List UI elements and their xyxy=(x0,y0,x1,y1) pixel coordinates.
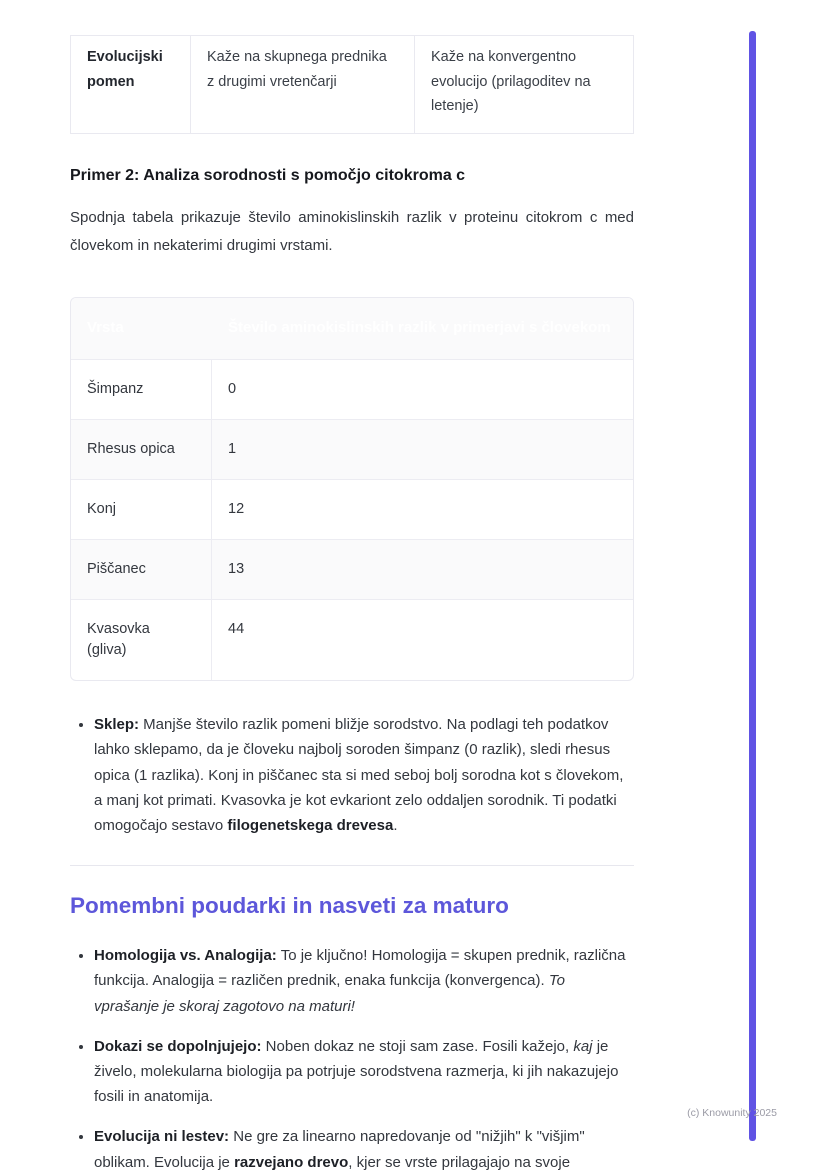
watermark: (c) Knowunity 2025 xyxy=(687,1107,777,1119)
tip-text: Noben dokaz ne stoji sam zase. Fosili kažejo, xyxy=(261,1037,574,1055)
table-cell-analogy: Kaže na konvergentno evolucijo (prilagoditev na letenje) xyxy=(431,49,591,115)
table-header-row xyxy=(71,298,633,359)
column-header-razlike: Število aminokislinskih razlik v primerjavi s človekom xyxy=(228,319,611,337)
conclusion-period: . xyxy=(393,817,398,835)
tip-text: je živelo, molekularna biologija pa potrjuje sorodstvena razmerja, ki jih nakazujejo fosili in anatomija. xyxy=(94,1037,619,1106)
table-cell-species: Šimpanz xyxy=(71,359,212,419)
vertical-accent-bar xyxy=(749,31,756,1141)
conclusion-item xyxy=(94,712,634,838)
table-cell-value: 0 xyxy=(212,359,634,419)
tip-text: , kjer se vrste prilagajajo na svoje xyxy=(348,1153,571,1171)
conclusion-text: Manjše število razlik pomeni bližje sorodstvo. Na podlagi teh podatkov lahko sklepamo, da je človeku najbolj soroden šimpanz (0 razlik), sledi rhesus opica (1 razlika). Konj in piščanec sta si med seboj bolj sorodna kot s človekom, a manj kot primati. Kvasovka je kot evkariont zelo oddaljen sorodnik. Ti podatki omogočajo sestavo xyxy=(94,716,624,835)
conclusion-bold-term: filogenetskega drevesa xyxy=(227,817,394,835)
tip-item-homologija xyxy=(94,943,634,1019)
tip-bold-term: razvejano drevo xyxy=(234,1153,349,1171)
table-cell-homology: Kaže na skupnega prednika z drugimi vretenčarji xyxy=(191,36,415,133)
table-cell-species: Kvasovka (gliva) xyxy=(71,599,212,680)
tip-label: Dokazi se dopolnjujejo: xyxy=(94,1037,262,1055)
tip-item-lestev xyxy=(94,1124,634,1174)
conclusion-label: Sklep: xyxy=(94,716,140,734)
tip-label: Evolucija ni lestev: xyxy=(94,1128,230,1146)
tips-list xyxy=(70,943,634,1175)
table-row xyxy=(71,359,633,419)
table-cell-label: Evolucijski pomen xyxy=(71,36,191,133)
column-header-vrsta: Vrsta xyxy=(87,319,124,337)
cytochrome-table xyxy=(70,297,634,681)
table-row xyxy=(71,599,633,680)
section-heading-example2: Primer 2: Analiza sorodnosti s pomočjo citokroma c xyxy=(70,166,466,184)
tip-italic-note: To vprašanje je skoraj zagotovo na maturi! xyxy=(94,972,565,1015)
table-row xyxy=(71,419,633,479)
tip-label: Homologija vs. Analogija: xyxy=(94,947,277,965)
tips-heading: Pomembni poudarki in nasveti za maturo xyxy=(70,893,509,919)
tip-text: To je ključno! Homologija = skupen prednik, različna funkcija. Analogija = različen prednik, enaka funkcija (konvergenca). xyxy=(94,947,626,990)
tip-item-dokazi xyxy=(94,1034,634,1110)
table-row xyxy=(71,479,633,539)
table-cell-value: 12 xyxy=(212,479,634,539)
table-cell-species: Konj xyxy=(71,479,212,539)
comparison-table-fragment xyxy=(70,35,634,134)
table-cell-value: 44 xyxy=(212,599,634,680)
section-divider xyxy=(70,865,634,866)
table-cell-value: 1 xyxy=(212,419,634,479)
table-cell-species: Piščanec xyxy=(71,539,212,599)
tip-text: Ne gre za linearno napredovanje od "nižjih" k "višjim" oblikam. Evolucija je xyxy=(94,1128,585,1171)
tip-italic-word: kaj xyxy=(573,1037,593,1055)
document-page xyxy=(70,35,634,1175)
table-cell-value: 13 xyxy=(212,539,634,599)
intro-paragraph: Spodnja tabela prikazuje število aminokislinskih razlik v proteinu citokrom c med človekom in nekaterimi drugimi vrstami. xyxy=(70,208,634,254)
table-row xyxy=(71,539,633,599)
table-cell-species: Rhesus opica xyxy=(71,419,212,479)
conclusion-list xyxy=(70,712,634,838)
